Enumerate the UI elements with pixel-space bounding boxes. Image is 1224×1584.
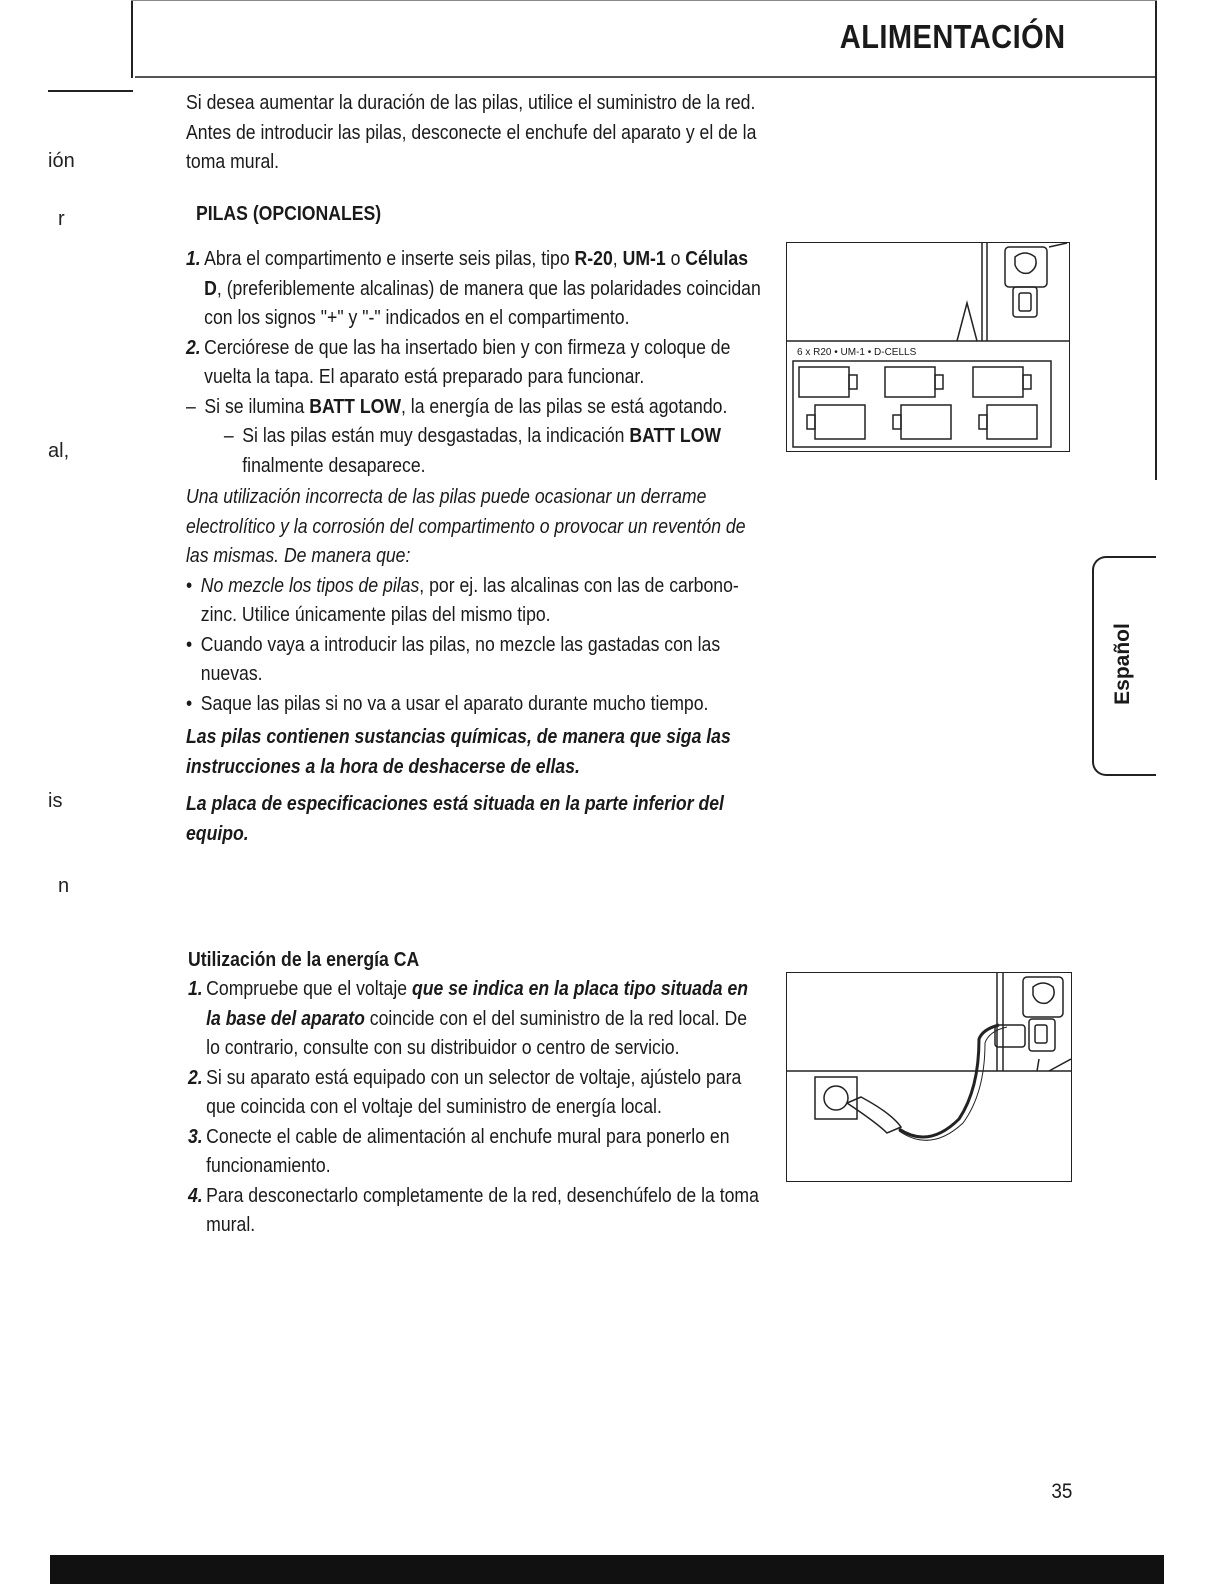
intro-paragraph: Si desea aumentar la duración de las pilas, utilice el suministro de la red. Antes de introducir las pilas, desconecte el enchufe del aparato y el de la toma mural. <box>186 91 757 173</box>
battery-steps <box>186 244 762 848</box>
step-1: 1. Compruebe que el voltaje que se indica en la placa tipo situada en la base del aparato coincide con el del suministro de la red local. De lo contrario, consulte con su distribuidor o centro de servicio. <box>188 977 749 1059</box>
top-rule <box>135 76 1155 78</box>
margin-fragment: r <box>58 208 65 230</box>
section-heading-ac: Utilización de la energía CA <box>188 948 420 971</box>
left-vertical-rule <box>131 0 133 78</box>
ac-plug-figure <box>786 972 1072 1182</box>
ac-plug-diagram <box>787 973 1071 1181</box>
margin-fragment: is <box>48 790 63 812</box>
step-text: Cerciórese de que las ha insertado bien y con firmeza y coloque de vuelta la tapa. El aparato está preparado para funcionar. <box>204 335 731 388</box>
step-4: 4. Para desconectarlo completamente de la red, desenchúfelo de la toma mural. <box>188 1183 759 1236</box>
margin-fragment: ión <box>48 150 75 172</box>
bottom-scan-bar <box>50 1555 1164 1584</box>
step-2 <box>186 333 762 392</box>
margin-fragment: al, <box>48 440 70 462</box>
page-number: 35 <box>1050 1480 1072 1503</box>
dash-item: – Si se ilumina BATT LOW, la energía de las pilas se está agotando. <box>186 394 728 418</box>
section-heading-batteries: PILAS (OPCIONALES) <box>196 202 382 225</box>
ac-steps <box>188 974 764 1240</box>
right-vertical-rule <box>1155 0 1157 480</box>
margin-fragment: n <box>58 875 70 897</box>
battery-compartment-figure <box>786 242 1070 452</box>
step-1 <box>186 244 762 333</box>
bullet-item: • Saque las pilas si no va a usar el aparato durante mucho tiempo. <box>186 691 709 715</box>
page-title: ALIMENTACIÓN <box>840 18 1066 55</box>
step-number: 1. <box>186 247 201 270</box>
dash-item: – Si las pilas están muy desgastadas, la indicación BATT LOW finalmente desaparece. <box>223 424 722 477</box>
step-number: 2. <box>186 335 201 359</box>
bullet-item: • Cuando vaya a introducir las pilas, no mezcle las gastadas con las nuevas. <box>186 632 721 685</box>
warning-paragraph: Una utilización incorrecta de las pilas puede ocasionar un derrame electrolítico y la corrosión del compartimento o provocar un reventón de las mismas. De manera que: <box>186 485 746 567</box>
battery-figure-label: 6 x R20 • UM-1 • D-CELLS <box>797 347 917 358</box>
step-3: 3. Conecte el cable de alimentación al enchufe mural para ponerlo en funcionamiento. <box>188 1124 730 1177</box>
bullet-item: • No mezcle los tipos de pilas, por ej. las alcalinas con las de carbono-zinc. Utilice únicamente pilas del mismo tipo. <box>186 573 739 626</box>
step-2: 2. Si su aparato está equipado con un selector de voltaje, ajústelo para que coincida con el voltaje del suministro de energía local. <box>188 1065 742 1118</box>
top-border <box>131 0 1157 1</box>
left-top-rule <box>48 90 133 92</box>
note-chemicals: Las pilas contienen sustancias químicas, de manera que siga las instrucciones a la hora de deshacerse de ellas. <box>186 725 731 778</box>
language-tab-label: Español <box>1111 623 1134 705</box>
note-spec-plate: La placa de especificaciones está situada en la parte inferior del equipo. <box>186 792 724 845</box>
step-text: Abra el compartimento e inserte seis pilas, tipo R-20, UM-1 o Células D, (preferiblemente alcalinas) de manera que las polaridades coincidan con los signos "+" y "-" indicados en el compartimento. <box>204 247 761 329</box>
